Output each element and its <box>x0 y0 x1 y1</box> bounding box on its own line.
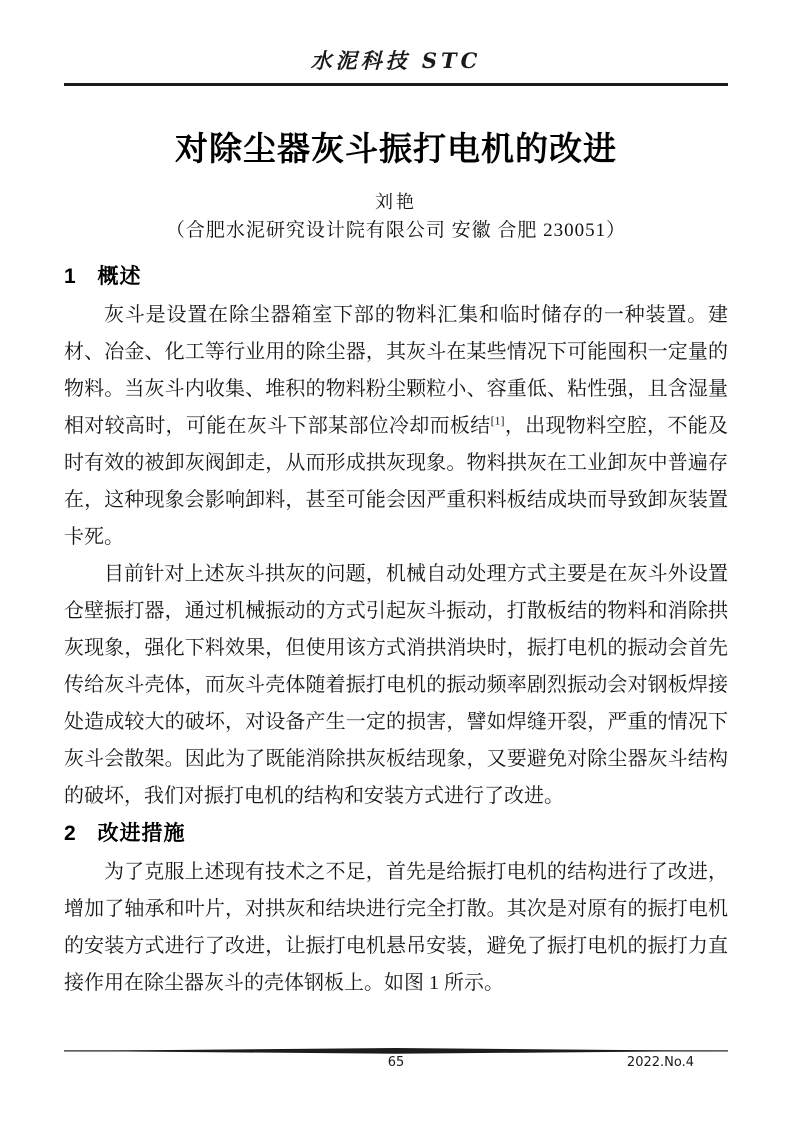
section-1-heading <box>64 264 728 290</box>
author-affiliation: （合肥水泥研究设计院有限公司 安徽 合肥 230051） <box>165 220 627 241</box>
paragraph-overview-2: 目前针对上述灰斗拱灰的问题，机械自动处理方式主要是在灰斗外设置仓壁振打器，通过机械振动的方式引起灰斗振动，打散板结的物料和消除拱灰现象，强化下料效果，但使用该方式消拱消块时，振打电机的振动会首先传给灰斗壳体，而灰斗壳体随着振打电机的振动频率剧烈振动会对钢板焊接处造成较大的破坏，对设备产生一定的损害，譬如焊缝开裂，严重的情况下灰斗会散架。因此为了既能消除拱灰板结现象，又要避免对除尘器灰斗结构的破坏，我们对振打电机的结构和安装方式进行了改进。 <box>64 563 728 807</box>
journal-title: 水泥科技 STC <box>310 48 482 73</box>
paragraph-text: 灰斗是设置在除尘器箱室下部的物料汇集和临时储存的一种装置。建材、冶金、化工等行业用的除尘器，其灰斗在某些情况下可能囤积一定量的物料。当灰斗内收集、堆积的物料粉尘颗粒小、容重低、粘性强，且含湿量相对较高时，可能在灰斗下部某部位冷却而板结 <box>64 304 728 437</box>
page-footer <box>64 1048 728 1075</box>
section-2-heading <box>64 821 728 847</box>
citation-ref-1: [1] <box>490 413 505 428</box>
paragraph-measures-1: 为了克服上述现有技术之不足，首先是给振打电机的结构进行了改进，增加了轴承和叶片，对拱灰和结块进行完全打散。其次是对原有的振打电机的安装方式进行了改进，让振打电机悬吊安装，避免了振打电机的振打力直接作用在除尘器灰斗的壳体钢板上。如图 1 所示。 <box>64 861 728 994</box>
section-1-number: 1 <box>64 265 76 288</box>
header-rule <box>64 83 728 86</box>
page-number: 65 <box>387 1055 405 1070</box>
article-title: 对除尘器灰斗振打电机的改进 <box>175 130 617 167</box>
author-name: 刘艳 <box>375 192 417 212</box>
issue-number: 2022.No.4 <box>626 1055 694 1070</box>
paragraph-overview-1 <box>64 297 728 556</box>
footer-rule <box>64 1048 728 1054</box>
section-1-title: 概述 <box>97 265 142 288</box>
paragraph-text: ，出现物料空腔，不能及时有效的被卸灰阀卸走，从而形成拱灰现象。物料拱灰在工业卸灰中普遍存在，这种现象会影响卸料，甚至可能会因严重积料板结成块而导致卸灰装置卡死。 <box>64 415 728 548</box>
section-2-title: 改进措施 <box>97 822 186 845</box>
section-2-number: 2 <box>64 822 76 845</box>
